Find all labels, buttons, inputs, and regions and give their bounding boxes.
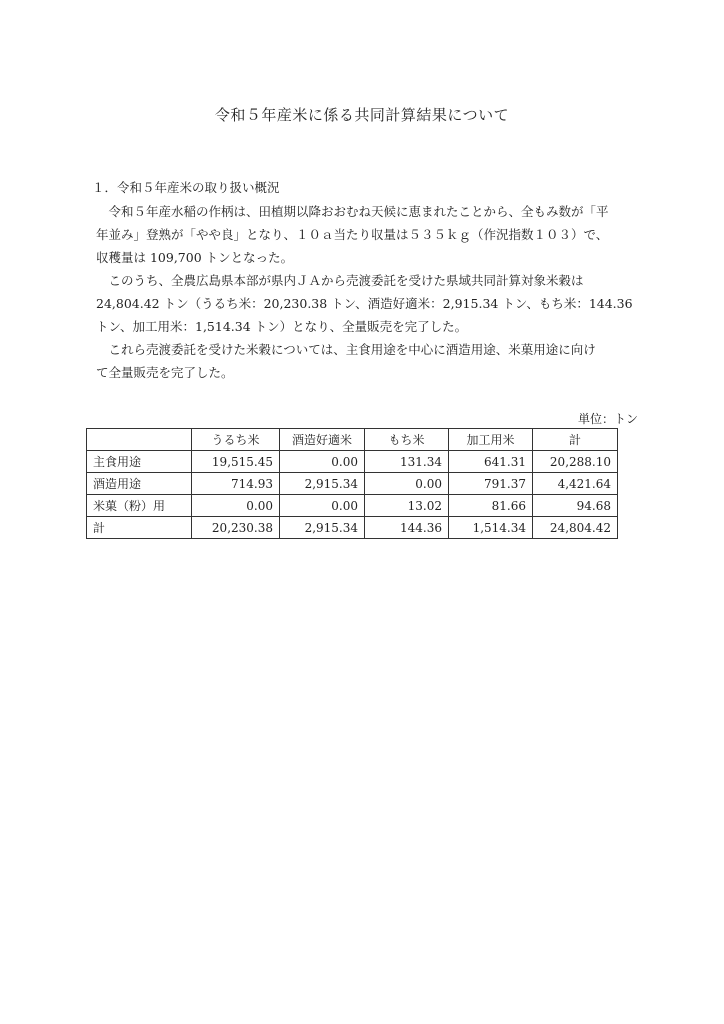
table-cell: 714.93 [192, 473, 280, 495]
table-header-cell: もち米 [365, 429, 449, 451]
results-table [86, 428, 618, 539]
table-header-cell: 加工用米 [449, 429, 533, 451]
table-cell: 641.31 [449, 451, 533, 473]
table-cell: 791.37 [449, 473, 533, 495]
table-header-cell: 酒造好適米 [280, 429, 365, 451]
row-label: 主食用途 [87, 451, 192, 473]
table-cell: 131.34 [365, 451, 449, 473]
table-cell: 0.00 [365, 473, 449, 495]
unit-label: 単位：トン [577, 412, 638, 426]
page-title: 令和５年産米に係る共同計算結果について [214, 106, 510, 124]
body-line-7: これら売渡委託を受けた米穀については、主食用途を中心に酒造用途、米菓用途に向け [96, 342, 596, 357]
body-line-2: 年並み」登熟が「やや良」となり、１０ａ当たり収量は５３５ｋｇ（作況指数１０３）で、 [96, 227, 609, 242]
body-line-5: 24,804.42 トン（うるち米：20,230.38 トン、酒造好適米：2,915.34 トン、もち米：144.36 [96, 296, 633, 311]
row-label: 米菓（粉）用 [87, 495, 192, 517]
table-row [87, 517, 618, 539]
table-cell: 81.66 [449, 495, 533, 517]
table-cell: 2,915.34 [280, 517, 365, 539]
table-header-cell: 計 [533, 429, 618, 451]
table-header-cell [87, 429, 192, 451]
table-cell: 0.00 [192, 495, 280, 517]
body-line-4: このうち、全農広島県本部が県内ＪＡから売渡委託を受けた県域共同計算対象米穀は [96, 273, 584, 288]
table-cell: 0.00 [280, 495, 365, 517]
table-cell: 13.02 [365, 495, 449, 517]
table-cell: 94.68 [533, 495, 618, 517]
body-line-6: トン、加工用米：1,514.34 トン）となり、全量販売を完了した。 [96, 319, 468, 334]
table-row [87, 473, 618, 495]
row-label: 酒造用途 [87, 473, 192, 495]
table-cell: 4,421.64 [533, 473, 618, 495]
body-line-1: 令和５年産水稲の作柄は、田植期以降おおむね天候に恵まれたことから、全もみ数が「平 [96, 204, 609, 219]
table-cell: 24,804.42 [533, 517, 618, 539]
table-row [87, 495, 618, 517]
table-row [87, 451, 618, 473]
table-cell: 20,288.10 [533, 451, 618, 473]
row-label: 計 [87, 517, 192, 539]
table-cell: 144.36 [365, 517, 449, 539]
table-cell: 0.00 [280, 451, 365, 473]
section-heading: １．令和５年産米の取り扱い概況 [92, 180, 280, 195]
table-cell: 1,514.34 [449, 517, 533, 539]
body-line-3: 収穫量は 109,700 トンとなった。 [96, 250, 294, 265]
table-header-row [87, 429, 618, 451]
table-cell: 2,915.34 [280, 473, 365, 495]
body-line-8: て全量販売を完了した。 [96, 365, 234, 380]
table-header-cell: うるち米 [192, 429, 280, 451]
table-cell: 20,230.38 [192, 517, 280, 539]
table-cell: 19,515.45 [192, 451, 280, 473]
